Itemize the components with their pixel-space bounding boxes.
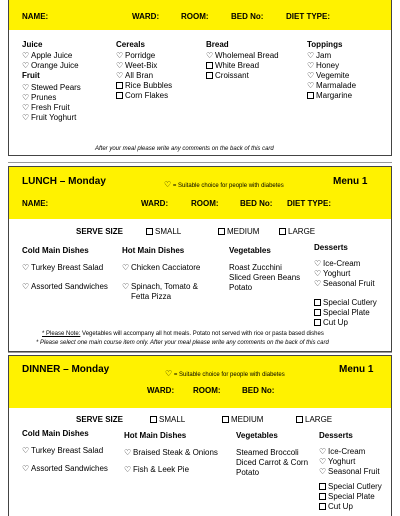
heart-icon: ♡: [307, 81, 315, 90]
list-item[interactable]: ♡ Marmalade: [307, 81, 357, 90]
list-item[interactable]: ♡ Wholemeal Bread: [206, 51, 279, 60]
list-item[interactable]: Special Cutlery: [319, 482, 382, 492]
checkbox[interactable]: [116, 92, 123, 99]
heart-icon: ♡: [319, 447, 327, 456]
veg-item: Sliced Green Beans: [229, 273, 301, 282]
dinner-veg-heading: Vegetables: [236, 431, 278, 440]
list-item[interactable]: ♡ All Bran: [116, 71, 154, 80]
heart-icon: ♡: [314, 259, 322, 268]
lunch-room-field[interactable]: ROOM:: [191, 199, 219, 208]
heart-icon: ♡: [22, 464, 30, 473]
list-item[interactable]: ♡ Yoghurt: [319, 457, 356, 466]
veg-item: Roast Zucchini: [229, 263, 282, 272]
cereals-heading: Cereals: [116, 40, 145, 49]
dinner-room-field[interactable]: ROOM:: [193, 386, 221, 395]
checkbox[interactable]: [307, 92, 314, 99]
lunch-hot-heading: Hot Main Dishes: [122, 246, 185, 255]
list-item[interactable]: ♡ Jam: [307, 51, 332, 60]
breakfast-juice-column: [22, 40, 81, 123]
heart-icon: ♡: [22, 103, 30, 112]
lunch-legend: ♡ = Suitable choice for people with diabetes: [164, 180, 284, 189]
heart-icon: ♡: [307, 71, 315, 80]
lunch-name-field[interactable]: NAME:: [22, 199, 49, 208]
list-item[interactable]: ♡ Porridge: [116, 51, 156, 60]
list-item[interactable]: ♡ Vegemite: [307, 71, 350, 80]
list-item[interactable]: ♡ Turkey Breast Salad: [22, 446, 104, 455]
lunch-serve-large[interactable]: LARGE: [279, 227, 315, 236]
heart-icon: ♡: [22, 93, 30, 102]
checkbox[interactable]: [116, 82, 123, 89]
lunch-note: * Please Note: Vegetables will accompany all hot meals. Potato not served with rice or pasta based dishes: [42, 331, 324, 337]
checkbox[interactable]: [319, 483, 326, 490]
checkbox[interactable]: [319, 503, 326, 510]
heart-icon: ♡: [319, 467, 327, 476]
veg-item: Potato: [236, 468, 260, 477]
checkbox[interactable]: [314, 309, 321, 316]
checkbox[interactable]: [314, 299, 321, 306]
breakfast-bed-field[interactable]: BED No:: [231, 12, 264, 21]
heart-icon: ♡: [116, 51, 124, 60]
breakfast-toppings-column: [307, 40, 356, 101]
heart-icon: ♡: [206, 51, 214, 60]
desserts-heading: Desserts: [319, 431, 353, 440]
dinner-legend: ♡ = Suitable choice for people with diabetes: [165, 369, 285, 378]
list-item[interactable]: ♡ Yoghurt: [314, 269, 351, 278]
dinner-cold-heading: Cold Main Dishes: [22, 429, 89, 438]
dinner-serve-large[interactable]: LARGE: [296, 415, 332, 424]
heart-icon: ♡: [116, 61, 124, 70]
list-item[interactable]: Margarine: [307, 91, 356, 101]
list-item[interactable]: White Bread: [206, 61, 279, 71]
lunch-note-2: * Please select one main course item only. After your meal please write any comments on the back of this card: [36, 340, 329, 346]
list-item[interactable]: ♡ Fish & Leek Pie: [124, 465, 190, 474]
list-item[interactable]: Corn Flakes: [116, 91, 172, 101]
veg-item: Steamed Broccoli: [236, 448, 299, 457]
heart-icon: ♡: [307, 61, 315, 70]
lunch-veg-heading: Vegetables: [229, 246, 271, 255]
list-item[interactable]: ♡ Fruit Yoghurt: [22, 113, 77, 122]
checkbox[interactable]: [150, 416, 157, 423]
toppings-heading: Toppings: [307, 40, 343, 49]
breakfast-diet-field[interactable]: DIET TYPE:: [286, 12, 331, 21]
list-item[interactable]: Cut Up: [319, 502, 382, 512]
list-item[interactable]: ♡ Turkey Breast Salad: [22, 263, 104, 272]
checkbox[interactable]: [319, 493, 326, 500]
dinner-desserts-column: [319, 431, 382, 512]
veg-item: Potato: [229, 283, 253, 292]
veg-item: Diced Carrot & Corn: [236, 458, 309, 467]
heart-icon: ♡: [122, 282, 130, 291]
lunch-cold-heading: Cold Main Dishes: [22, 246, 89, 255]
breakfast-cereals-column: [116, 40, 172, 101]
lunch-header-bar: [9, 167, 391, 219]
lunch-title: LUNCH – Monday: [22, 176, 106, 187]
list-item[interactable]: Special Cutlery: [314, 298, 377, 308]
heart-icon: ♡: [116, 71, 124, 80]
dinner-title: DINNER – Monday: [22, 364, 110, 375]
heart-icon: ♡: [22, 113, 30, 122]
list-item[interactable]: ♡ Seasonal Fruit: [314, 279, 375, 288]
dinner-menu-number: Menu 1: [339, 364, 374, 375]
checkbox[interactable]: [296, 416, 303, 423]
checkbox[interactable]: [206, 72, 213, 79]
list-item[interactable]: ♡ Chicken Cacciatore: [122, 263, 201, 272]
list-item[interactable]: Croissant: [206, 71, 279, 81]
lunch-desserts-column: [314, 243, 377, 328]
list-item[interactable]: ♡ Honey: [307, 61, 340, 70]
checkbox[interactable]: [206, 62, 213, 69]
heart-icon: ♡: [22, 282, 30, 291]
list-item-continued: Fetta Pizza: [131, 292, 172, 301]
list-item[interactable]: Special Plate: [314, 308, 377, 318]
heart-icon: ♡: [122, 263, 130, 272]
list-item[interactable]: ♡ Ice-Cream: [314, 259, 361, 268]
dinner-hot-heading: Hot Main Dishes: [124, 431, 187, 440]
lunch-diet-field[interactable]: DIET TYPE:: [287, 199, 332, 208]
heart-icon: ♡: [319, 457, 327, 466]
lunch-serve-medium[interactable]: MEDIUM: [218, 227, 259, 236]
list-item[interactable]: ♡ Assorted Sandwiches: [22, 464, 108, 473]
list-item[interactable]: ♡ Prunes: [22, 93, 57, 102]
list-item[interactable]: Rice Bubbles: [116, 81, 172, 91]
heart-icon: ♡: [22, 51, 30, 60]
list-item[interactable]: ♡ Seasonal Fruit: [319, 467, 380, 476]
dinner-serve-medium[interactable]: MEDIUM: [222, 415, 263, 424]
list-item[interactable]: ♡ Weet-Bix: [116, 61, 158, 70]
heart-icon: ♡: [22, 446, 30, 455]
checkbox[interactable]: [314, 319, 321, 326]
divider: [8, 162, 392, 163]
list-item[interactable]: ♡ Orange Juice: [22, 61, 79, 70]
breakfast-footer-note: After your meal please write any comments on the back of this card: [95, 146, 274, 152]
checkbox[interactable]: [279, 228, 286, 235]
heart-icon: ♡: [314, 279, 322, 288]
breakfast-ward-field[interactable]: WARD:: [132, 12, 160, 21]
list-item[interactable]: ♡ Braised Steak & Onions: [124, 448, 218, 457]
breakfast-bread-column: [206, 40, 279, 81]
dinner-bed-field[interactable]: BED No:: [242, 386, 275, 395]
lunch-bed-field[interactable]: BED No:: [240, 199, 273, 208]
heart-icon: ♡: [124, 448, 132, 457]
checkbox[interactable]: [146, 228, 153, 235]
dinner-serve-size-label: SERVE SIZE: [76, 415, 123, 424]
divider: [8, 352, 392, 353]
list-item[interactable]: Special Plate: [319, 492, 382, 502]
heart-icon: ♡: [22, 263, 30, 272]
lunch-serve-small[interactable]: SMALL: [146, 227, 181, 236]
dinner-serve-small[interactable]: SMALL: [150, 415, 185, 424]
list-item[interactable]: ♡ Apple Juice: [22, 51, 73, 60]
breakfast-room-field[interactable]: ROOM:: [181, 12, 209, 21]
lunch-menu-number: Menu 1: [333, 176, 368, 187]
heart-icon: ♡: [22, 83, 30, 92]
juice-heading: Juice: [22, 40, 43, 49]
heart-icon: ♡: [164, 180, 172, 189]
breakfast-name-field[interactable]: NAME:: [22, 12, 49, 21]
checkbox[interactable]: [222, 416, 229, 423]
fruit-heading: Fruit: [22, 71, 40, 80]
heart-icon: ♡: [22, 61, 30, 70]
heart-icon: ♡: [165, 369, 173, 378]
lunch-serve-size-label: SERVE SIZE: [76, 227, 123, 236]
checkbox[interactable]: [218, 228, 225, 235]
list-item[interactable]: ♡ Assorted Sandwiches: [22, 282, 108, 291]
lunch-ward-field[interactable]: WARD:: [141, 199, 169, 208]
heart-icon: ♡: [314, 269, 322, 278]
heart-icon: ♡: [124, 465, 132, 474]
list-item[interactable]: ♡ Ice-Cream: [319, 447, 366, 456]
desserts-heading: Desserts: [314, 243, 348, 252]
heart-icon: ♡: [307, 51, 315, 60]
list-item[interactable]: ♡ Fresh Fruit: [22, 103, 70, 112]
list-item[interactable]: ♡ Spinach, Tomato &: [122, 282, 199, 291]
list-item[interactable]: ♡ Stewed Pears: [22, 83, 81, 92]
list-item[interactable]: Cut Up: [314, 318, 377, 328]
dinner-ward-field[interactable]: WARD:: [147, 386, 175, 395]
bread-heading: Bread: [206, 40, 229, 49]
